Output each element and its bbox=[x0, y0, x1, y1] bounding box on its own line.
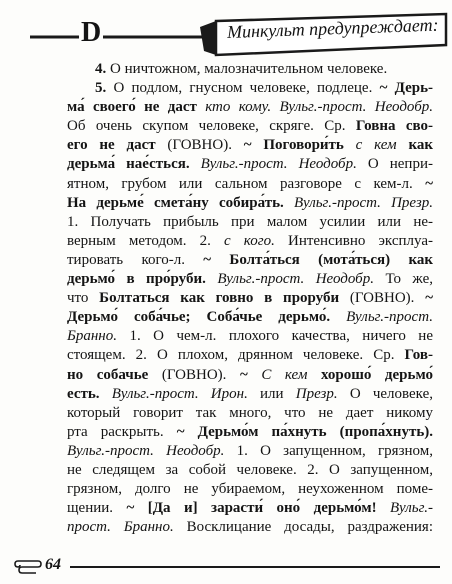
text-line bbox=[67, 232, 433, 251]
text-line bbox=[67, 251, 433, 270]
text-line bbox=[67, 155, 433, 174]
text-line bbox=[67, 366, 433, 385]
sense-number: 5. bbox=[95, 80, 107, 97]
headword: Гов- bbox=[404, 347, 433, 364]
usage-label: прост. Бранно. bbox=[67, 519, 174, 536]
text-line bbox=[67, 117, 433, 136]
headword: ~ [Да и] зарасти́ оно́ дерьмо́м! bbox=[126, 500, 377, 517]
headword: Дерьмо́ соба́чье; Соба́чье дерьмо́. bbox=[67, 309, 331, 326]
text-line bbox=[67, 136, 433, 155]
headword: есть. bbox=[67, 385, 100, 402]
definition-text: щении. bbox=[67, 500, 127, 517]
definition-text: или bbox=[247, 385, 296, 402]
usage-label: Презр. bbox=[295, 385, 338, 402]
text-line bbox=[67, 194, 433, 213]
text-line bbox=[67, 385, 433, 404]
text-line bbox=[67, 79, 433, 98]
usage-label: Вульг.- bbox=[376, 500, 433, 517]
text-line bbox=[67, 518, 433, 537]
text-line bbox=[67, 270, 433, 289]
definition-text: ятном, грубом или сальном разговоре с кем-л. bbox=[67, 175, 426, 192]
text-line bbox=[67, 60, 433, 79]
headword: ~ Дерь- bbox=[379, 80, 434, 97]
text-line bbox=[67, 327, 433, 346]
headword: его не даст bbox=[67, 137, 156, 154]
headword: дерьма́ нае́сться. bbox=[67, 156, 190, 173]
text-line bbox=[67, 346, 433, 365]
usage-label: с кого. bbox=[224, 232, 275, 249]
page-number: 64 bbox=[45, 556, 61, 573]
text-line bbox=[67, 98, 433, 117]
headword: дерьмо́ в про́руби. bbox=[67, 271, 206, 288]
headword: Болтаться как говно в проруби bbox=[99, 290, 340, 307]
definition-text: О непри- bbox=[356, 156, 433, 173]
usage-label: Вульг.-прост. bbox=[330, 309, 433, 326]
footer-rule bbox=[70, 566, 440, 568]
headword: хорошо́ дерьмо́ bbox=[307, 366, 433, 383]
definition-text: 1. О запущенном, грязном, bbox=[224, 442, 433, 459]
text-line bbox=[67, 423, 433, 442]
definition-text: О подлом, гнусном человеке, подлеце. bbox=[106, 80, 380, 97]
usage-label: с кем bbox=[343, 137, 397, 154]
text-line bbox=[67, 175, 433, 194]
headword: ~ bbox=[425, 290, 433, 307]
definition-text: который говорит так много, что не дает никому bbox=[67, 404, 433, 421]
usage-label: кто кому. Вульг.-прост. Неодобр. bbox=[196, 99, 434, 116]
usage-label: Бранно. bbox=[67, 328, 117, 345]
headword: ~ Поговори́ть bbox=[243, 137, 344, 154]
headword: как bbox=[396, 137, 433, 154]
text-line bbox=[67, 213, 433, 232]
definition-text: верным методом. 2. bbox=[67, 232, 225, 249]
definition-text: (ГОВНО). bbox=[155, 137, 244, 154]
text-line bbox=[67, 499, 433, 518]
definition-text: Восклицание досады, раздражения: bbox=[173, 519, 434, 536]
definition-text: (ГОВНО). bbox=[148, 366, 240, 383]
definition-text: что bbox=[67, 290, 100, 307]
definition-text: (ГОВНО). bbox=[339, 290, 426, 307]
headword: ~ bbox=[425, 175, 433, 192]
dictionary-text bbox=[67, 60, 433, 537]
usage-label: Вульг.-прост. Презр. bbox=[283, 194, 433, 211]
definition-text: тировать кого-л. bbox=[67, 251, 204, 268]
definition-text: Интенсивно эксплуа- bbox=[274, 232, 433, 249]
headword: На дерьме́ смета́ну собира́ть. bbox=[67, 194, 284, 211]
definition-text: То же, bbox=[373, 271, 434, 288]
text-line bbox=[67, 289, 433, 308]
text-line bbox=[67, 480, 433, 499]
definition-text: О человеке, bbox=[337, 385, 434, 402]
usage-label: Вульг.-прост. Неодобр. bbox=[67, 442, 225, 459]
headword: ~ bbox=[239, 366, 262, 383]
running-head: Минкульт предупреждает: bbox=[226, 14, 439, 42]
text-line bbox=[67, 404, 433, 423]
usage-label: Вульг.-прост. Неодобр. bbox=[205, 271, 374, 288]
usage-label: С кем bbox=[261, 366, 308, 383]
banner-fold bbox=[200, 21, 216, 55]
definition-text: рта раскрыть. bbox=[67, 423, 177, 440]
definition-text: Об очень скупом человеке, скряге. Ср. bbox=[67, 118, 356, 135]
headword: но собачье bbox=[67, 366, 149, 383]
definition-text: стоящем. 2. О плохом, дрянном человеке. Ср. bbox=[67, 347, 405, 364]
headword: ~ Болта́ться (мота́ться) как bbox=[203, 251, 434, 268]
definition-text: О ничтожном, малозначительном человеке. bbox=[106, 61, 388, 77]
definition-text: не следящем за собой человеке. 2. О запущенном, bbox=[67, 461, 433, 478]
scroll-icon bbox=[14, 557, 42, 575]
definition-text: грязном, долго не убираемом, неухоженном поме- bbox=[67, 481, 433, 498]
definition-text: 1. Получать прибыль при малом усилии или не- bbox=[67, 213, 433, 230]
text-line bbox=[67, 308, 433, 327]
definition-text: 1. О чем-л. плохого качества, ничего не bbox=[116, 328, 433, 345]
headword: ~ Дерьмо́м па́хнуть (пропа́хнуть). bbox=[176, 423, 433, 440]
section-letter: D bbox=[81, 17, 102, 48]
sense-number: 4. bbox=[95, 61, 107, 77]
headword: Говна сво- bbox=[355, 118, 433, 135]
usage-label: Вульг.-прост. Неодобр. bbox=[189, 156, 357, 173]
text-line bbox=[67, 461, 433, 480]
usage-label: Вульг.-прост. Ирон. bbox=[99, 385, 248, 402]
headword: ма́ своего́ не даст bbox=[67, 99, 197, 116]
text-line bbox=[67, 442, 433, 461]
